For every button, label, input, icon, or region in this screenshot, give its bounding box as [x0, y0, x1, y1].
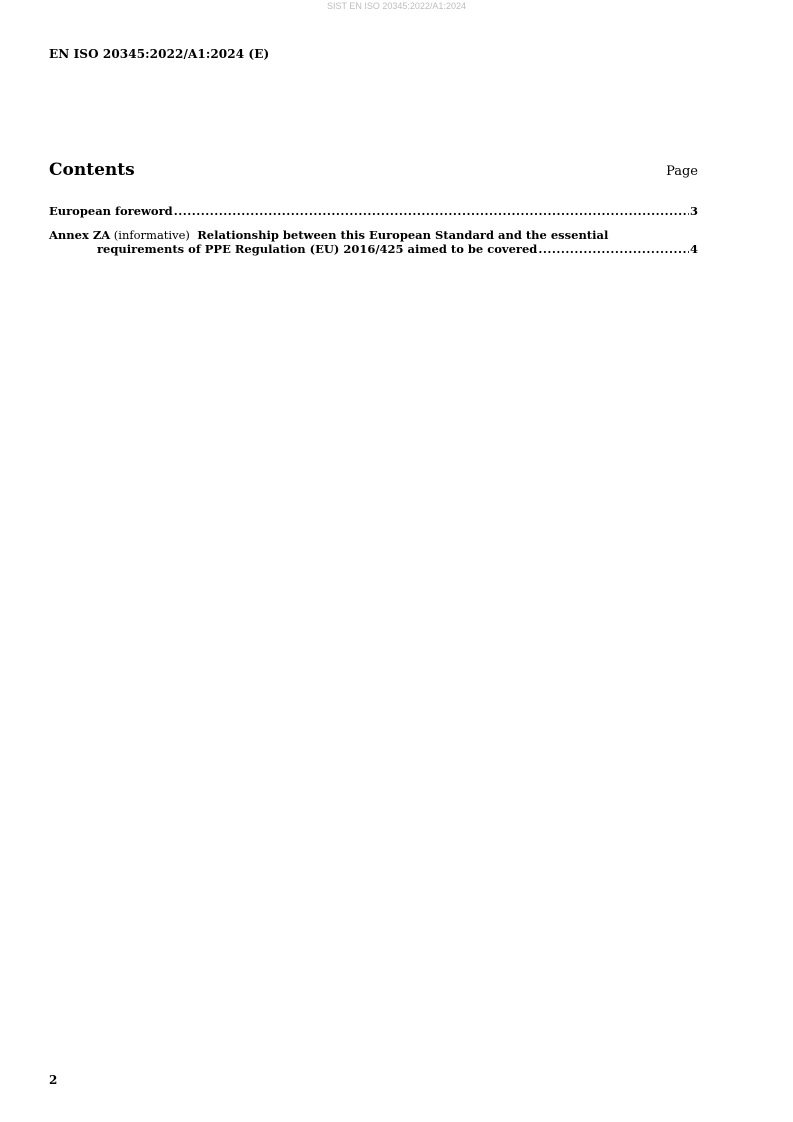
dot-leader: [174, 204, 689, 218]
dot-leader: [538, 242, 689, 256]
toc-entry-title[interactable]: European foreword: [49, 204, 173, 218]
page-number: 2: [49, 1073, 58, 1087]
toc-entry-title-continued[interactable]: requirements of PPE Regulation (EU) 2016/425 aimed to be covered: [97, 242, 538, 256]
toc-entry-prefix: Annex ZA: [49, 228, 111, 242]
watermark: SIST EN ISO 20345:2022/A1:2024: [327, 1, 466, 11]
toc-entry-qualifier: (informative): [113, 228, 190, 242]
toc-entry-annex-za[interactable]: [49, 228, 698, 256]
document-id: EN ISO 20345:2022/A1:2024 (E): [49, 47, 270, 61]
toc-entry-title[interactable]: Relationship between this European Standard and the essential: [197, 228, 609, 242]
contents-heading: Contents: [49, 160, 135, 180]
page-column-label: Page: [666, 164, 698, 179]
toc-entry-page: 3: [689, 204, 698, 218]
toc-entry-page: 4: [689, 242, 698, 256]
toc-entry-european-foreword[interactable]: [49, 204, 698, 218]
table-of-contents: [49, 204, 698, 256]
